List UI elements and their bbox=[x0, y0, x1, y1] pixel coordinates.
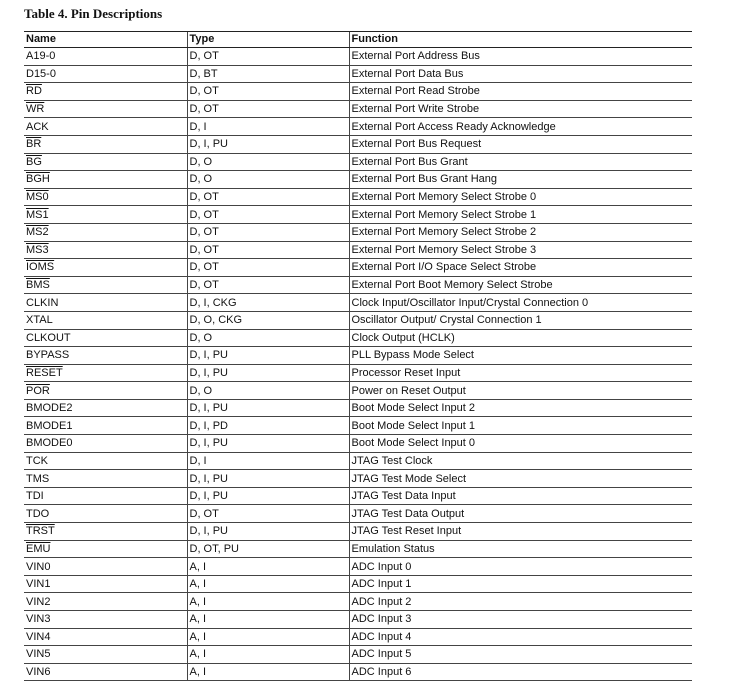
table-row bbox=[24, 364, 692, 382]
cell-function: External Port Memory Select Strobe 3 bbox=[349, 241, 692, 259]
cell-type: D, OT bbox=[187, 241, 349, 259]
table-row bbox=[24, 540, 692, 558]
table-row bbox=[24, 118, 692, 136]
table-row bbox=[24, 135, 692, 153]
cell-type: D, OT bbox=[187, 223, 349, 241]
cell-name: ACK bbox=[24, 118, 187, 136]
cell-type: D, OT bbox=[187, 188, 349, 206]
table-row bbox=[24, 100, 692, 118]
cell-function: Boot Mode Select Input 0 bbox=[349, 435, 692, 453]
cell-function: JTAG Test Data Input bbox=[349, 487, 692, 505]
cell-name: MS3 bbox=[24, 241, 187, 259]
cell-name: TDO bbox=[24, 505, 187, 523]
table-row bbox=[24, 523, 692, 541]
cell-function: PLL Bypass Mode Select bbox=[349, 347, 692, 365]
cell-function: External Port Bus Request bbox=[349, 135, 692, 153]
cell-function: Boot Mode Select Input 1 bbox=[349, 417, 692, 435]
column-header-function: Function bbox=[349, 32, 692, 48]
cell-type: A, I bbox=[187, 646, 349, 664]
cell-type: D, O bbox=[187, 329, 349, 347]
table-row bbox=[24, 452, 692, 470]
table-row bbox=[24, 276, 692, 294]
cell-type: D, OT bbox=[187, 276, 349, 294]
cell-function: ADC Input 5 bbox=[349, 646, 692, 664]
cell-name: MS2 bbox=[24, 223, 187, 241]
table-row bbox=[24, 83, 692, 101]
cell-name: VIN4 bbox=[24, 628, 187, 646]
cell-type: D, I, PU bbox=[187, 470, 349, 488]
cell-name: TRST bbox=[24, 523, 187, 541]
cell-function: External Port Bus Grant Hang bbox=[349, 171, 692, 189]
cell-function: Boot Mode Select Input 2 bbox=[349, 399, 692, 417]
table-row bbox=[24, 663, 692, 681]
cell-function: ADC Input 1 bbox=[349, 575, 692, 593]
cell-name: $\overline{BG}$ bbox=[24, 153, 187, 171]
cell-type: D, I, PU bbox=[187, 364, 349, 382]
cell-type: D, I, PU bbox=[187, 523, 349, 541]
cell-type: D, I, PU bbox=[187, 487, 349, 505]
table-row bbox=[24, 505, 692, 523]
cell-function: ADC Input 4 bbox=[349, 628, 692, 646]
cell-type: D, O, CKG bbox=[187, 311, 349, 329]
table-row bbox=[24, 558, 692, 576]
table-row bbox=[24, 399, 692, 417]
cell-type: D, OT bbox=[187, 505, 349, 523]
cell-name: $\overline{EMU}$ bbox=[24, 540, 187, 558]
cell-name: A19-0 bbox=[24, 48, 187, 66]
cell-type: D, O bbox=[187, 153, 349, 171]
table-row bbox=[24, 294, 692, 312]
cell-name: RESET bbox=[24, 364, 187, 382]
table-row bbox=[24, 611, 692, 629]
table-row bbox=[24, 223, 692, 241]
table-header-row bbox=[24, 32, 692, 48]
cell-name: XTAL bbox=[24, 311, 187, 329]
column-header-name: Name bbox=[24, 32, 187, 48]
cell-name: BMODE1 bbox=[24, 417, 187, 435]
cell-name: MS0 bbox=[24, 188, 187, 206]
cell-name: TCK bbox=[24, 452, 187, 470]
cell-type: D, OT bbox=[187, 48, 349, 66]
cell-function: External Port Memory Select Strobe 0 bbox=[349, 188, 692, 206]
cell-function: ADC Input 2 bbox=[349, 593, 692, 611]
cell-function: External Port Address Bus bbox=[349, 48, 692, 66]
cell-name: $\overline{POR}$ bbox=[24, 382, 187, 400]
table-row bbox=[24, 311, 692, 329]
cell-function: External Port Bus Grant bbox=[349, 153, 692, 171]
cell-name: TMS bbox=[24, 470, 187, 488]
table-row bbox=[24, 470, 692, 488]
cell-type: D, I bbox=[187, 118, 349, 136]
cell-type: D, I, PD bbox=[187, 417, 349, 435]
table-row bbox=[24, 241, 692, 259]
cell-type: A, I bbox=[187, 663, 349, 681]
cell-name: $\overline{BGH}$ bbox=[24, 171, 187, 189]
cell-type: D, I, CKG bbox=[187, 294, 349, 312]
cell-name: VIN3 bbox=[24, 611, 187, 629]
cell-type: A, I bbox=[187, 558, 349, 576]
cell-type: D, I, PU bbox=[187, 399, 349, 417]
column-header-type: Type bbox=[187, 32, 349, 48]
cell-name: VIN2 bbox=[24, 593, 187, 611]
table-row bbox=[24, 65, 692, 83]
cell-name: CLKOUT bbox=[24, 329, 187, 347]
table-row bbox=[24, 628, 692, 646]
cell-name: $\overline{BMS}$ bbox=[24, 276, 187, 294]
cell-type: A, I bbox=[187, 628, 349, 646]
cell-type: D, I, PU bbox=[187, 347, 349, 365]
cell-function: External Port Boot Memory Select Strobe bbox=[349, 276, 692, 294]
table-caption: Table 4. Pin Descriptions bbox=[24, 6, 163, 21]
cell-name: $\overline{RD}$ bbox=[24, 83, 187, 101]
cell-function: JTAG Test Mode Select bbox=[349, 470, 692, 488]
cell-function: Power on Reset Output bbox=[349, 382, 692, 400]
cell-function: External Port Memory Select Strobe 1 bbox=[349, 206, 692, 224]
table-row bbox=[24, 153, 692, 171]
cell-function: External Port Data Bus bbox=[349, 65, 692, 83]
table-row bbox=[24, 417, 692, 435]
cell-function: Emulation Status bbox=[349, 540, 692, 558]
cell-name: VIN5 bbox=[24, 646, 187, 664]
cell-name: D15-0 bbox=[24, 65, 187, 83]
cell-name: MS1 bbox=[24, 206, 187, 224]
cell-function: ADC Input 6 bbox=[349, 663, 692, 681]
cell-function: JTAG Test Clock bbox=[349, 452, 692, 470]
cell-function: Processor Reset Input bbox=[349, 364, 692, 382]
cell-function: ADC Input 3 bbox=[349, 611, 692, 629]
table-row bbox=[24, 435, 692, 453]
cell-name: TDI bbox=[24, 487, 187, 505]
table-row bbox=[24, 259, 692, 277]
cell-name: $\overline{BR}$ bbox=[24, 135, 187, 153]
table-row bbox=[24, 646, 692, 664]
table-body bbox=[24, 48, 692, 681]
cell-name: BMODE0 bbox=[24, 435, 187, 453]
cell-type: D, O bbox=[187, 382, 349, 400]
pin-descriptions-table bbox=[24, 31, 692, 681]
cell-name: VIN6 bbox=[24, 663, 187, 681]
cell-function: External Port Access Ready Acknowledge bbox=[349, 118, 692, 136]
cell-name: VIN1 bbox=[24, 575, 187, 593]
cell-function: Clock Output (HCLK) bbox=[349, 329, 692, 347]
cell-type: D, OT bbox=[187, 206, 349, 224]
cell-type: A, I bbox=[187, 611, 349, 629]
cell-type: D, OT bbox=[187, 83, 349, 101]
cell-function: External Port Read Strobe bbox=[349, 83, 692, 101]
cell-type: D, OT bbox=[187, 100, 349, 118]
cell-type: D, I bbox=[187, 452, 349, 470]
cell-function: JTAG Test Data Output bbox=[349, 505, 692, 523]
cell-name: $\overline{WR}$ bbox=[24, 100, 187, 118]
table-row bbox=[24, 382, 692, 400]
cell-name: IOMS bbox=[24, 259, 187, 277]
table-row bbox=[24, 593, 692, 611]
table-row bbox=[24, 206, 692, 224]
table-row bbox=[24, 487, 692, 505]
cell-type: A, I bbox=[187, 593, 349, 611]
table-row bbox=[24, 48, 692, 66]
cell-type: D, O bbox=[187, 171, 349, 189]
cell-type: D, I, PU bbox=[187, 435, 349, 453]
cell-function: External Port Memory Select Strobe 2 bbox=[349, 223, 692, 241]
cell-function: Clock Input/Oscillator Input/Crystal Connection 0 bbox=[349, 294, 692, 312]
cell-name: VIN0 bbox=[24, 558, 187, 576]
cell-function: External Port Write Strobe bbox=[349, 100, 692, 118]
table-row bbox=[24, 329, 692, 347]
cell-function: Oscillator Output/ Crystal Connection 1 bbox=[349, 311, 692, 329]
table-row bbox=[24, 575, 692, 593]
cell-type: D, I, PU bbox=[187, 135, 349, 153]
cell-type: D, OT, PU bbox=[187, 540, 349, 558]
cell-type: A, I bbox=[187, 575, 349, 593]
cell-type: D, BT bbox=[187, 65, 349, 83]
cell-name: BYPASS bbox=[24, 347, 187, 365]
cell-name: BMODE2 bbox=[24, 399, 187, 417]
table-row bbox=[24, 347, 692, 365]
table-row bbox=[24, 188, 692, 206]
cell-function: ADC Input 0 bbox=[349, 558, 692, 576]
table-row bbox=[24, 171, 692, 189]
cell-function: External Port I/O Space Select Strobe bbox=[349, 259, 692, 277]
cell-name: CLKIN bbox=[24, 294, 187, 312]
cell-function: JTAG Test Reset Input bbox=[349, 523, 692, 541]
cell-type: D, OT bbox=[187, 259, 349, 277]
